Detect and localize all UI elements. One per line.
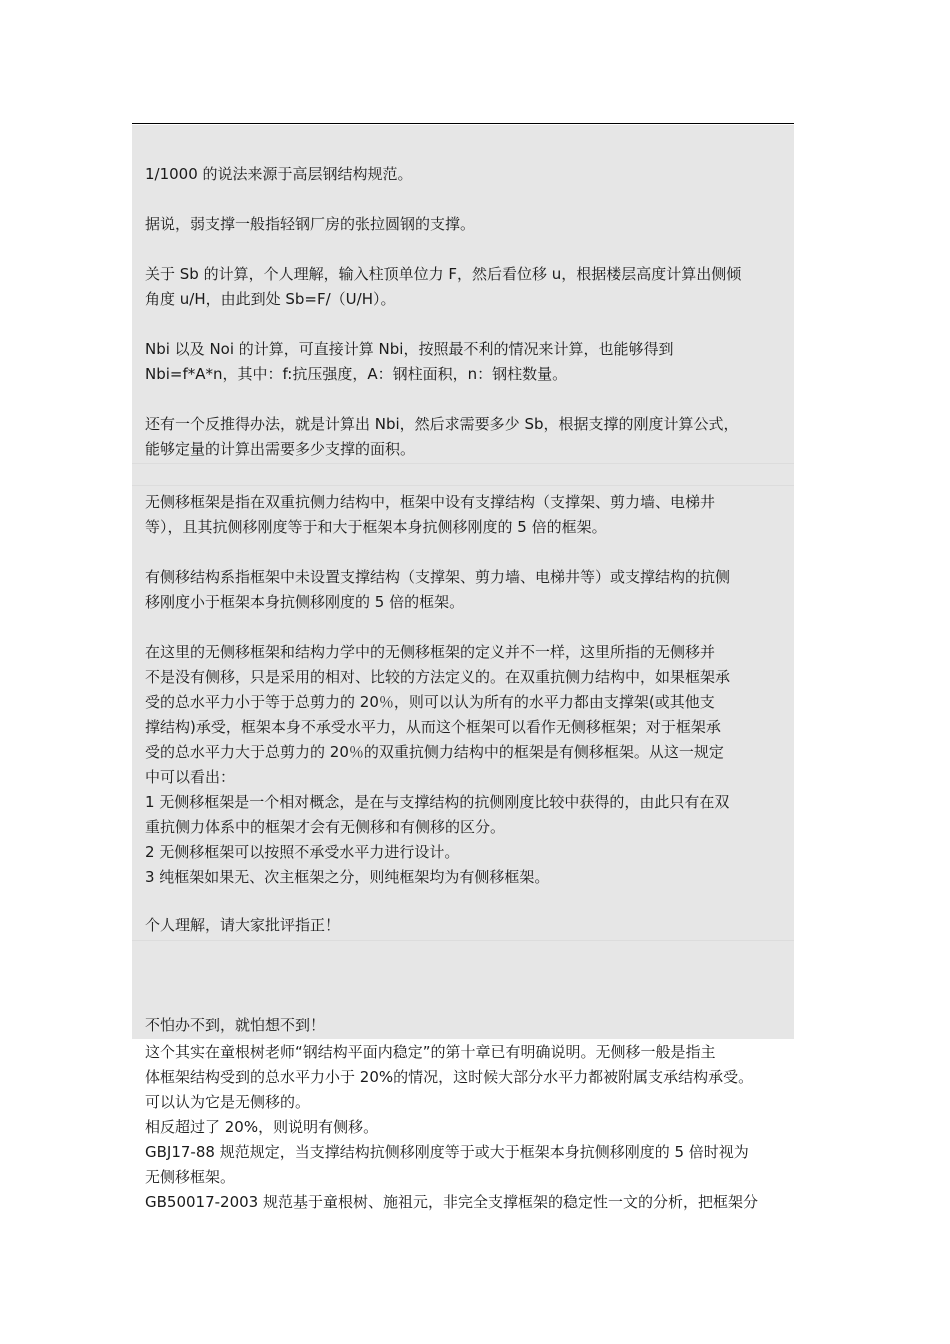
paragraph-explanation: 在这里的无侧移框架和结构力学中的无侧移框架的定义并不一样，这里所指的无侧移并 不是没有侧移，只是采用的相对、比较的方法定义的。在双重抗侧力结构中，如果框架承 受的总水平力小于等于总剪力的 20％，则可以认为所有的水平力都由支撑架(或其他支 撑结构)承受，框架本身不承受水平力，从而这个框架可以看作无侧移框架；对于框架承 受的总水平力大于总剪力的 20％的双重抗侧力结构中的框架是有侧移框架。从这一规定 中可以看出： 1 无侧移框架是一个相对概念，是在与支撑结构的抗侧刚度比较中获得的，由此只有在双 重抗侧力体系中的框架才会有无侧移和有侧移的区分。 2 无侧移框架可以按照不承受水平力进行设计。 3 纯框架如果无、次主框架之分，则纯框架均为有侧移框架。 bbox=[145, 643, 731, 886]
reply-divider bbox=[132, 485, 794, 486]
paragraph-no-sway-definition: 无侧移框架是指在双重抗侧力结构中，框架中设有支撑结构（支撑架、剪力墙、电梯井 等），且其抗侧移刚度等于和大于框架本身抗侧移刚度的 5 倍的框架。 bbox=[145, 493, 716, 536]
reply-body-text: 这个其实在童根树老师“钢结构平面内稳定”的第十章已有明确说明。无侧移一般是指主 体框架结构受到的总水平力小于 20%的情况，这时候大部分水平力都被附属支承结构承受。 可以认为它是无侧移的。 相反超过了 20%，则说明有侧移。 GBJ17-88 规范规定，当支撑结构抗侧移刚度等于或大于框架本身抗侧移刚度的 5 倍时视为 无侧移框架。 GB50017-2003 规范基于童根树、施祖元，非完全支撑框架的稳定性一文的分析，把框架分 bbox=[145, 1043, 758, 1211]
signature-line: 不怕办不到，就怕想不到！ bbox=[145, 1016, 326, 1034]
paragraph-weak-bracing: 据说，弱支撑一般指轻钢厂房的张拉圆钢的支撑。 bbox=[145, 215, 476, 233]
reply-divider bbox=[132, 940, 794, 941]
paragraph-personal-note: 个人理解，请大家批评指正！ bbox=[145, 916, 341, 934]
reply-divider bbox=[132, 463, 794, 464]
paragraph-sway-definition: 有侧移结构系指框架中未设置支撑结构（支撑架、剪力墙、电梯井等）或支撑结构的抗侧 移刚度小于框架本身抗侧移刚度的 5 倍的框架。 bbox=[145, 568, 731, 611]
paragraph-sb-calculation: 关于 Sb 的计算，个人理解，输入柱顶单位力 F，然后看位移 u，根据楼层高度计算出侧倾 角度 u/H，由此到处 Sb=F/（U/H）。 bbox=[145, 265, 742, 308]
paragraph-1000-source: 1/1000 的说法来源于高层钢结构规范。 bbox=[145, 165, 413, 183]
paragraph-reverse-method: 还有一个反推得办法，就是计算出 Nbi，然后求需要多少 Sb，根据支撑的刚度计算公式， 能够定量的计算出需要多少支撑的面积。 bbox=[145, 415, 739, 458]
paragraph-nbi-calculation: Nbi 以及 Noi 的计算，可直接计算 Nbi，按照最不利的情况来计算，也能够得到 Nbi=f*A*n，其中：f:抗压强度，A：钢柱面积，n：钢柱数量。 bbox=[145, 340, 674, 383]
top-horizontal-rule bbox=[132, 123, 794, 124]
